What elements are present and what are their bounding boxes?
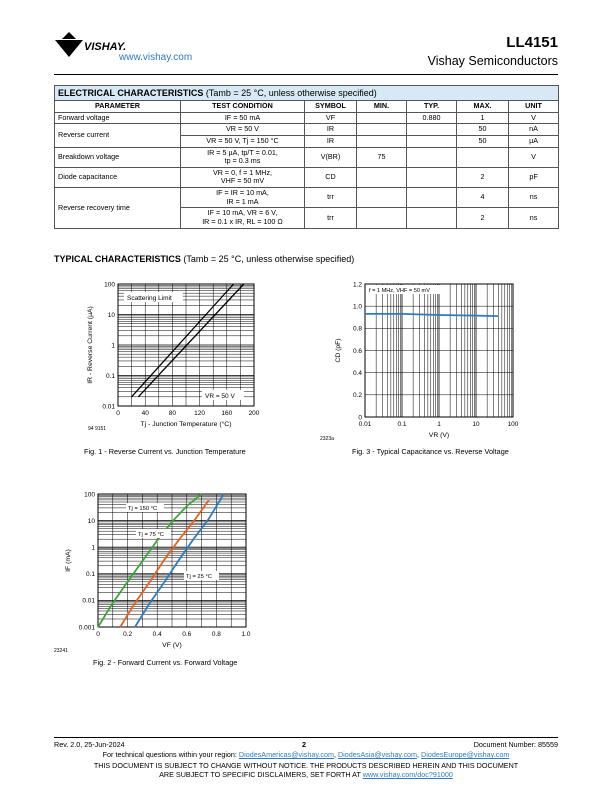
- x-tick-label: 200: [248, 410, 260, 417]
- x-axis-label: VR (V): [428, 432, 450, 439]
- y-tick-label: 0.2: [352, 392, 362, 400]
- table-row: IF = 10 mA, VR = 6 V, IR = 0.1 x IR, RL = 100 Ω trr 2 ns: [55, 208, 559, 228]
- revision: Rev. 2.0, 25-Jun-2024: [54, 740, 125, 749]
- table-row: VR = 50 V, Tj = 150 °C IR 50 µA: [55, 135, 559, 147]
- website-link[interactable]: www.vishay.com: [119, 52, 193, 63]
- notice-line1: THIS DOCUMENT IS SUBJECT TO CHANGE WITHOUT NOTICE. THE PRODUCTS DESCRIBED HEREIN AND THIS DOCUMENT: [93, 761, 519, 770]
- chart-fig2: [52, 484, 262, 656]
- x-tick-label: 160: [221, 410, 233, 417]
- footer-rule: [54, 737, 558, 738]
- y-tick-label: 0.1: [85, 571, 95, 579]
- figure-id: 94 9151: [88, 426, 107, 432]
- series-label: Tj = 75 °C: [138, 532, 164, 538]
- y-tick-label: 0.6: [352, 347, 362, 355]
- x-tick-label: 100: [507, 421, 519, 428]
- x-tick-label: 0: [116, 410, 120, 417]
- x-tick-label: 0.6: [182, 631, 192, 638]
- y-axis-label: IF (mA): [65, 549, 72, 572]
- y-tick-label: 0.1: [105, 372, 115, 380]
- document-number: Document Number: 85559: [473, 740, 558, 749]
- table-title: ELECTRICAL CHARACTERISTICS (Tamb = 25 °C, unless otherwise specified): [55, 86, 559, 101]
- table-row: Reverse current VR = 50 V IR 50 nA: [55, 124, 559, 136]
- series-line: [365, 314, 498, 316]
- header-rule: [54, 74, 558, 75]
- table-row: Breakdown voltage IR = 5 µA, tp/T = 0.01, tp = 0.3 ms V(BR) 75 V: [55, 147, 559, 167]
- chart-fig3: [315, 276, 530, 442]
- y-tick-label: 0.4: [352, 369, 362, 377]
- series-label: Tj = 150 °C: [128, 506, 158, 512]
- typical-characteristics-title: TYPICAL CHARACTERISTICS (Tamb = 25 °C, unless otherwise specified): [54, 254, 355, 264]
- x-tick-label: 80: [168, 410, 177, 417]
- logo-shape-icon: [55, 40, 83, 57]
- x-tick-label: 0.2: [123, 631, 133, 638]
- x-tick-label: 1.0: [241, 631, 251, 638]
- y-tick-label: 0.001: [78, 624, 95, 632]
- x-tick-label: 10: [472, 421, 480, 428]
- email-asia-link[interactable]: DiodesAsia@vishay.com: [337, 750, 418, 759]
- annotation-f: f = 1 MHz, VHF = 50 mV: [369, 288, 430, 294]
- y-axis-label: IR - Reverse Current (µA): [87, 306, 94, 384]
- y-tick-label: 0: [358, 414, 362, 422]
- fig3-caption: Fig. 3 - Typical Capacitance vs. Reverse Voltage: [352, 447, 509, 456]
- electrical-characteristics-table: [54, 85, 559, 229]
- table-row: Reverse recovery time IF = IR = 10 mA, IR = 1 mA trr 4 ns: [55, 188, 559, 208]
- x-tick-label: 0: [96, 631, 100, 638]
- y-tick-label: 1.0: [352, 303, 362, 311]
- series-line: [98, 494, 202, 627]
- figure-id: 23241: [54, 648, 68, 654]
- y-tick-label: 0.01: [82, 597, 95, 605]
- y-tick-label: 100: [84, 491, 95, 499]
- table-row: Diode capacitance VR = 0, f = 1 MHz, VHF = 50 mV CD 2 pF: [55, 167, 559, 187]
- vishay-logo: [54, 30, 127, 58]
- y-tick-label: 1.2: [352, 281, 362, 289]
- y-tick-label: 0.01: [102, 403, 115, 411]
- x-axis-label: Tj - Junction Temperature (°C): [140, 421, 232, 428]
- x-tick-label: 0.1: [397, 421, 407, 428]
- table-row: Forward voltage IF = 50 mA VF 0.880 1 V: [55, 112, 559, 124]
- company-name: Vishay Semiconductors: [427, 54, 558, 68]
- logo-text: VISHAY.: [84, 41, 127, 53]
- annotation-scattering-limit: Scattering Limit: [127, 295, 172, 302]
- x-tick-label: 0.01: [358, 421, 372, 428]
- y-tick-label: 10: [87, 517, 95, 525]
- y-tick-label: 0.8: [352, 325, 362, 333]
- fig2-caption: Fig. 2 - Forward Current vs. Forward Voltage: [93, 658, 238, 667]
- annotation-vr: VR = 50 V: [205, 393, 235, 400]
- figure-id: 2323a: [320, 436, 334, 442]
- logo-triangle-icon: [62, 32, 76, 39]
- tech-questions: For technical questions within your region: DiodesAmericas@vishay.com, DiodesAsia@vishay.com, DiodesEurope@vishay.com: [102, 750, 510, 759]
- page-number: 2: [302, 740, 306, 749]
- notice-line2: ARE SUBJECT TO SPECIFIC DISCLAIMERS, SET FORTH AT www.vishay.com/doc?91000: [159, 770, 453, 779]
- y-tick-label: 10: [107, 311, 115, 319]
- x-tick-label: 0.4: [152, 631, 162, 638]
- x-tick-label: 40: [141, 410, 149, 417]
- y-axis-label: CD (pF): [335, 338, 342, 363]
- series-line: [120, 500, 209, 627]
- x-tick-label: 120: [194, 410, 206, 417]
- part-number: LL4151: [506, 34, 558, 51]
- y-tick-label: 100: [104, 281, 115, 289]
- table-header-row: PARAMETER TEST CONDITION SYMBOL MIN. TYP. MAX. UNIT: [55, 101, 559, 113]
- disclaimer-link[interactable]: www.vishay.com/doc?91000: [362, 770, 453, 779]
- email-americas-link[interactable]: DiodesAmericas@vishay.com: [238, 750, 334, 759]
- x-tick-label: 1: [437, 421, 441, 428]
- fig1-caption: Fig. 1 - Reverse Current vs. Junction Temperature: [84, 447, 246, 456]
- y-tick-label: 1: [111, 342, 115, 350]
- x-axis-label: VF (V): [162, 642, 182, 649]
- chart-fig1: [80, 276, 280, 438]
- x-tick-label: 0.8: [211, 631, 221, 638]
- y-tick-label: 1: [91, 544, 95, 552]
- email-europe-link[interactable]: DiodesEurope@vishay.com: [421, 750, 510, 759]
- series-label: Tj = 25 °C: [186, 574, 212, 580]
